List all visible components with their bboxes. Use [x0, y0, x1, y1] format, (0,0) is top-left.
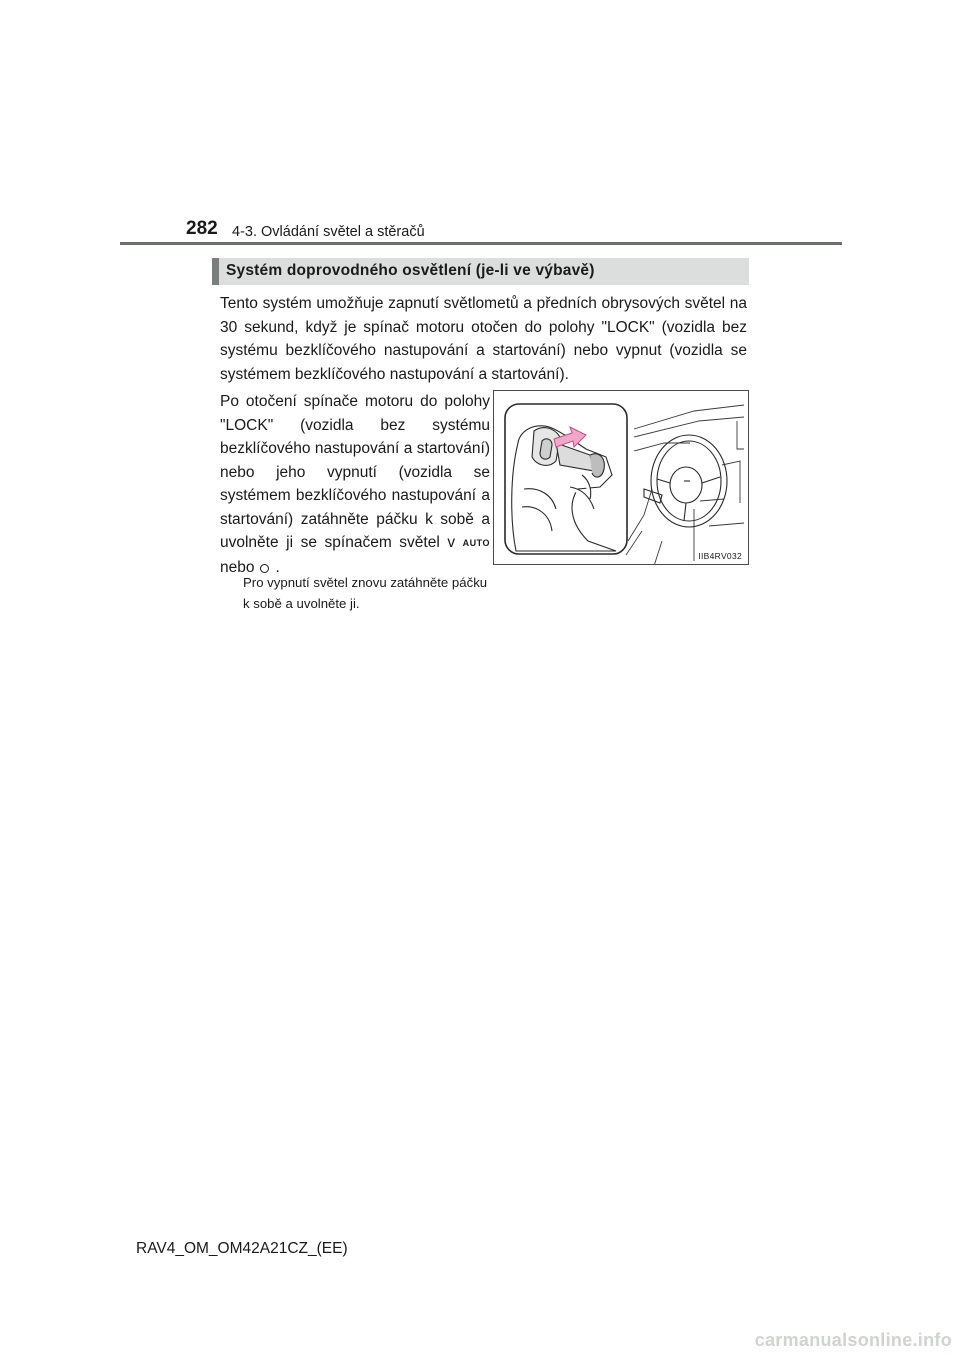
figure-id-label: IIB4RV032 [698, 551, 742, 561]
section-heading-bar [212, 258, 749, 285]
figure-drawing [494, 391, 749, 565]
dashboard-illustration [626, 405, 744, 565]
header-divider [120, 242, 842, 245]
intro-paragraph: Tento systém umožňuje zapnutí světlometů a předních obrysových světel na 30 sekund, když je spínač motoru otočen do polohy "LOCK" (vozidla bez systému bezklíčového nastupování a startování) nebo vypnut (vozidla se systémem bezklíčového nastupování a startování). [220, 295, 747, 383]
document-code: RAV4_OM_OM42A21CZ_(EE) [136, 1240, 348, 1257]
note-paragraph: Pro vypnutí světel znovu zatáhněte páčku k sobě a uvolněte ji. [243, 575, 488, 611]
section-accent [212, 258, 219, 285]
instruction-text: Po otočení spínače motoru do polohy "LOCK" (vozidla bez systému bezklíčového nastupování a startování) nebo jeho vypnutí (vozidla se systémem bezklíčového nastupování a startování) zatáhněte páčku k sobě a uvolněte ji se spínačem světel v [220, 393, 490, 551]
watermark: carmanualsonline.info [754, 1330, 952, 1350]
instruction-text-middle: nebo [220, 558, 255, 576]
steering-wheel-illustration [644, 435, 727, 527]
lever-figure [493, 390, 749, 565]
section-title: Systém doprovodného osvětlení (je-li ve výbavě) [226, 262, 595, 279]
page-number: 282 [186, 218, 218, 239]
instruction-paragraph [220, 390, 490, 579]
chapter-title: 4-3. Ovládání světel a stěračů [232, 224, 425, 240]
auto-symbol-icon: AUTO [462, 538, 490, 548]
instruction-text-end: . [275, 558, 280, 576]
